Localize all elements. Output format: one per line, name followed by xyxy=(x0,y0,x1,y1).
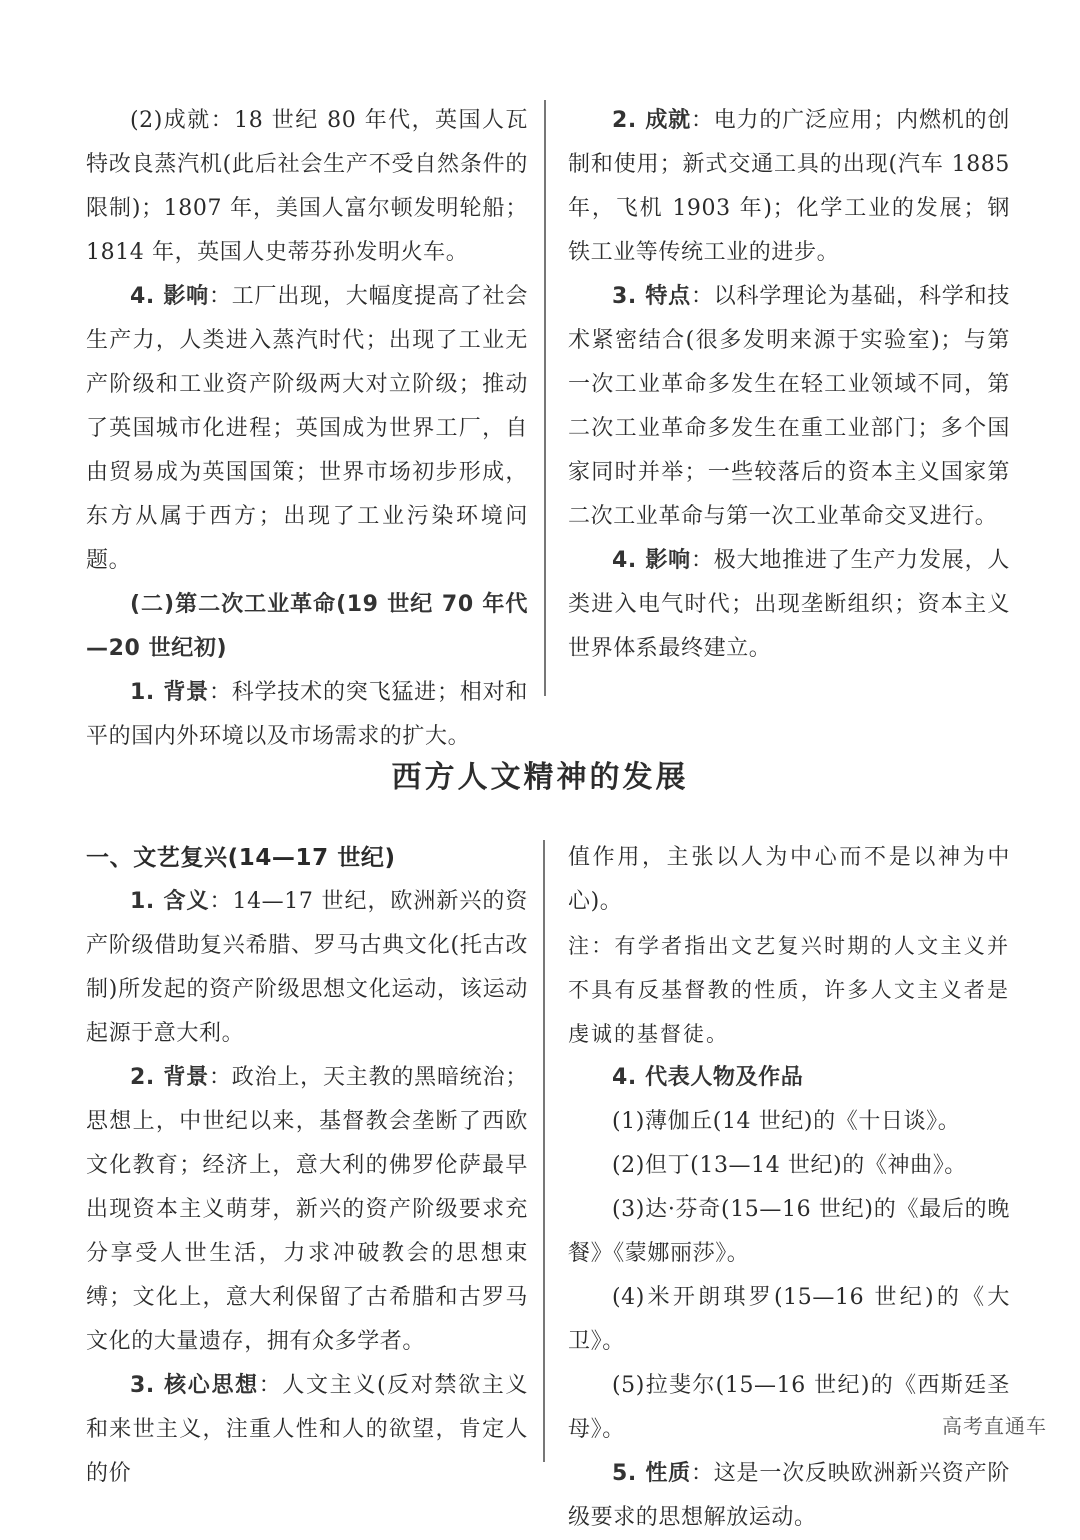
paragraph-features-second-revolution xyxy=(568,275,1010,539)
text-core-idea: ：人文主义(反对禁欲主义和来世主义，注重人性和人的欲望，肯定人的价 xyxy=(86,1373,528,1486)
paragraph-background-second-revolution xyxy=(86,671,528,759)
note-paragraph: 注：有学者指出文艺复兴时期的人文主义并不具有反基督教的性质，许多人文主义者是虔诚的基督徒。 xyxy=(568,934,1010,1046)
text-impact: ：工厂出现，大幅度提高了社会生产力，人类进入蒸汽时代；出现了工业无产阶级和工业资产阶级两大对立阶级；推动了英国城市化进程；英国成为世界工厂，自由贸易成为英国国策；世界市场初步形成，东方从属于西方；出现了工业污染环境问题。 xyxy=(86,284,528,573)
text-achievement: ：电力的广泛应用；内燃机的创制和使用；新式交通工具的出现(汽车 1885 年，飞机 1903 年)；化学工业的发展；钢铁工业等传统工业的进步。 xyxy=(568,108,1010,265)
label-meaning: 1. 含义 xyxy=(130,889,210,914)
paragraph-impact-second-revolution xyxy=(568,539,1010,671)
paragraph-renaissance-core-idea xyxy=(86,1364,528,1496)
text-impact-2: ：极大地推进了生产力发展，人类进入电气时代；出现垄断组织；资本主义世界体系最终建立。 xyxy=(568,548,1010,661)
text-background-2: ：政治上，天主教的黑暗统治；思想上，中世纪以来，基督教会垄断了西欧文化教育；经济上，意大利的佛罗伦萨最早出现资本主义萌芽，新兴的资产阶级要求充分享受人世生活，力求冲破教会的思想束缚；文化上，意大利保留了古希腊和古罗马文化的大量遗存，拥有众多学者。 xyxy=(86,1065,528,1354)
text-features: ：以科学理论为基础，科学和技术紧密结合(很多发明来源于实验室)；与第一次工业革命多发生在轻工业领域不同，第二次工业革命多发生在重工业部门；多个国家同时并举；一些较落后的资本主义国家第二次工业革命与第一次工业革命交叉进行。 xyxy=(568,284,1010,529)
top-left-column xyxy=(86,99,528,759)
bottom-left-column xyxy=(86,836,528,1496)
text-background: ：科学技术的突飞猛进；相对和平的国内外环境以及市场需求的扩大。 xyxy=(86,680,528,749)
column-divider-bottom xyxy=(543,840,545,1462)
label-impact: 4. 影响 xyxy=(130,284,209,309)
label-background-2: 2. 背景 xyxy=(130,1065,209,1090)
paragraph-impact-first-revolution xyxy=(86,275,528,583)
text-meaning: ：14—17 世纪，欧洲新兴的资产阶级借助复兴希腊、罗马古典文化(托古改制)所发起的资产阶级思想文化运动，该运动起源于意大利。 xyxy=(86,889,528,1046)
watermark: 高考直通车 xyxy=(942,1414,1047,1438)
label-features: 3. 特点 xyxy=(612,284,691,309)
paragraph-achievement-second-revolution xyxy=(568,99,1010,275)
heading-representatives: 4. 代表人物及作品 xyxy=(612,1065,804,1090)
paragraph-renaissance-background xyxy=(86,1056,528,1364)
work-item: (4)米开朗琪罗(15—16 世纪)的《大卫》。 xyxy=(568,1285,1010,1354)
paragraph-core-idea-continued: 值作用，主张以人为中心而不是以神为中心)。 xyxy=(568,845,1010,914)
section-title: 西方人文精神的发展 xyxy=(391,760,689,795)
label-core-idea: 3. 核心思想 xyxy=(130,1373,259,1398)
paragraph-nature xyxy=(568,1452,1010,1540)
work-item: (3)达·芬奇(15—16 世纪)的《最后的晚餐》《蒙娜丽莎》。 xyxy=(568,1197,1010,1266)
column-divider-top xyxy=(544,100,546,696)
paragraph-achievement-first-revolution: (2)成就：18 世纪 80 年代，英国人瓦特改良蒸汽机(此后社会生产不受自然条件的限制)；1807 年，美国人富尔顿发明轮船；1814 年，英国人史蒂芬孙发明火车。 xyxy=(86,108,528,265)
work-item: (2)但丁(13—14 世纪)的《神曲》。 xyxy=(612,1153,967,1178)
top-right-column xyxy=(568,99,1010,671)
text-nature: ：这是一次反映欧洲新兴资产阶级要求的思想解放运动。 xyxy=(568,1461,1010,1530)
label-achievement: 2. 成就 xyxy=(612,108,691,133)
label-nature: 5. 性质 xyxy=(612,1461,691,1486)
heading-renaissance: 一、文艺复兴(14—17 世纪) xyxy=(86,845,396,871)
label-impact-2: 4. 影响 xyxy=(612,548,691,573)
work-item: (5)拉斐尔(15—16 世纪)的《西斯廷圣母》。 xyxy=(568,1373,1010,1442)
heading-second-industrial-revolution: (二)第二次工业革命(19 世纪 70 年代—20 世纪初) xyxy=(86,592,528,661)
paragraph-renaissance-meaning xyxy=(86,880,528,1056)
work-item: (1)薄伽丘(14 世纪)的《十日谈》。 xyxy=(612,1109,961,1134)
label-background: 1. 背景 xyxy=(130,680,209,705)
